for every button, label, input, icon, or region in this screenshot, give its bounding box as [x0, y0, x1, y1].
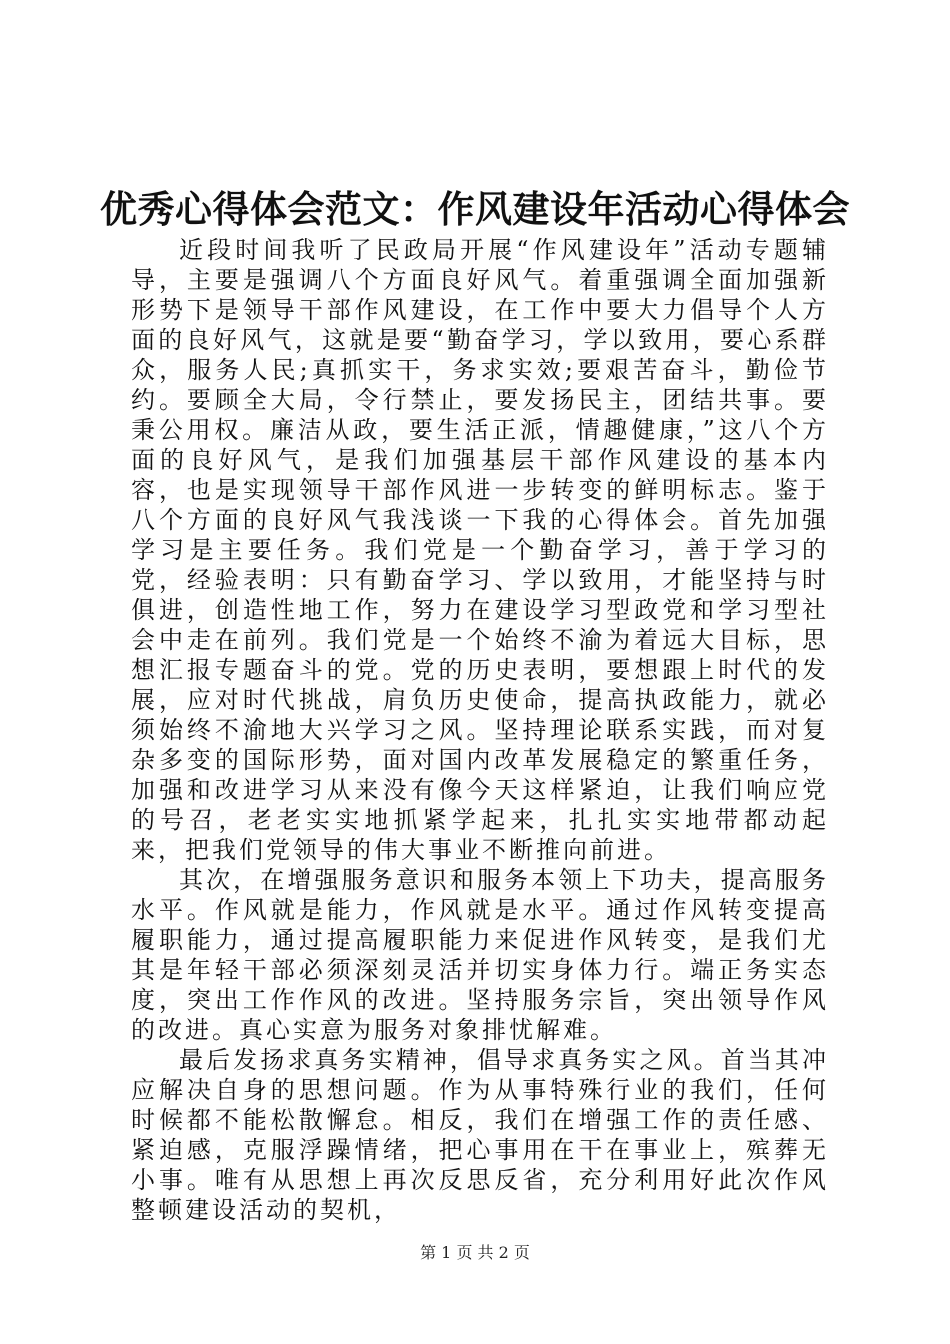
document-body [131, 235, 829, 1225]
document-title: 优秀心得体会范文：作风建设年活动心得体会 [100, 187, 850, 231]
paragraph-1: 近段时间我听了民政局开展“作风建设年”活动专题辅导，主要是强调八个方面良好风气。着重强调全面加强新形势下是领导干部作风建设，在工作中要大力倡导个人方面的良好风气，这就是要“勤奋学习，学以致用，要心系群众，服务人民;真抓实干，务求实效;要艰苦奋斗，勤俭节约。要顾全大局，令行禁止，要发扬民主，团结共事。要秉公用权。廉洁从政，要生活正派，情趣健康，”这八个方面的良好风气，是我们加强基层干部作风建设的基本内容，也是实现领导干部作风进一步转变的鲜明标志。鉴于八个方面的良好风气我浅谈一下我的心得体会。首先加强学习是主要任务。我们党是一个勤奋学习，善于学习的党，经验表明：只有勤奋学习、学以致用，才能坚持与时俱进，创造性地工作，努力在建设学习型政党和学习型社会中走在前列。我们党是一个始终不渝为着远大目标，思想汇报专题奋斗的党。党的历史表明，要想跟上时代的发展，应对时代挑战，肩负历史使命，提高执政能力，就必须始终不渝地大兴学习之风。坚持理论联系实践，而对复杂多变的国际形势，面对国内改革发展稳定的繁重任务，加强和改进学习从来没有像今天这样紧迫，让我们响应党的号召，老老实实地抓紧学起来，扎扎实实地带都动起来，把我们党领导的伟大事业不断推向前进。 [131, 236, 829, 864]
page-footer: 第 1 页 共 2 页 [420, 1243, 530, 1262]
paragraph-2: 其次，在增强服务意识和服务本领上下功夫，提高服务水平。作风就是能力，作风就是水平。通过作风转变提高履职能力，通过提高履职能力来促进作风转变，是我们尤其是年轻干部必须深刻灵活并切实身体力行。端正务实态度，突出工作作风的改进。坚持服务宗旨，突出领导作风的改进。真心实意为服务对象排忧解难。 [131, 866, 829, 1044]
paragraph-3: 最后发扬求真务实精神，倡导求真务实之风。首当其冲应解决自身的思想问题。作为从事特殊行业的我们，任何时候都不能松散懈怠。相反，我们在增强工作的责任感、紧迫感，克服浮躁情绪，把心事用在干在事业上，殡葬无小事。唯有从思想上再次反思反省，充分利用好此次作风整顿建设活动的契机， [131, 1046, 829, 1224]
